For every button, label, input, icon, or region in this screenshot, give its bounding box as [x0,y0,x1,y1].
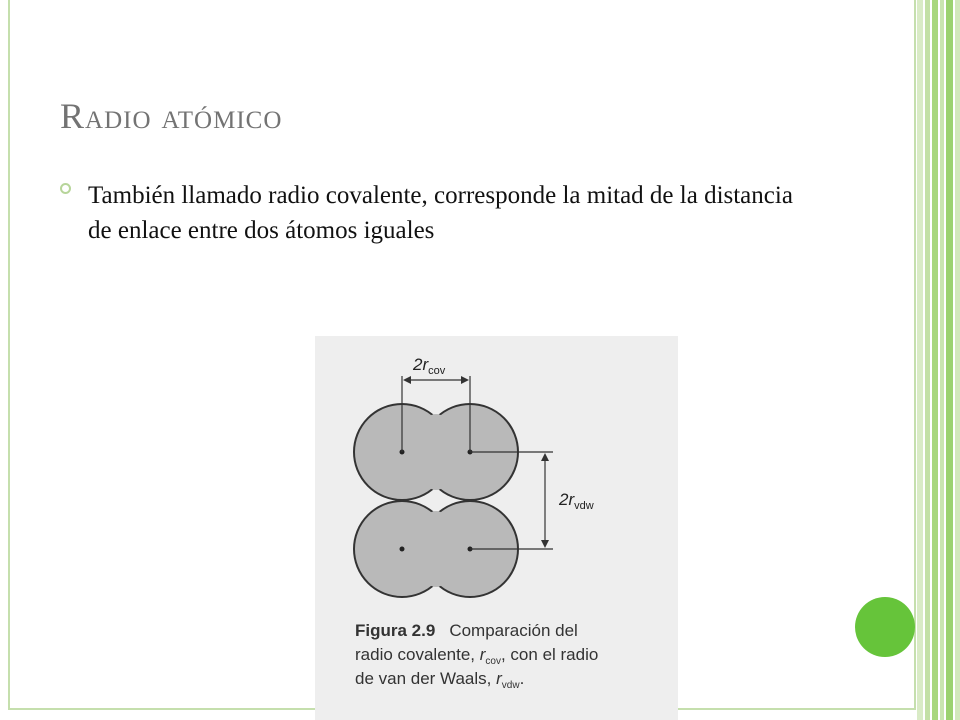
caption-line2-suffix: , con el radio [500,645,599,664]
caption-line1: Comparación del [449,621,578,640]
decorative-stripes [917,0,960,720]
caption-line2-var: r [479,645,486,664]
svg-text:radio covalente, rcov, con el [355,645,598,667]
caption-line3-suffix: . [519,669,525,688]
svg-text:2rcov [412,355,446,377]
vdw-label-prefix: 2r [559,490,575,509]
caption-line3-prefix: de van der Waals, [355,669,497,688]
bullet-text: También llamado radio covalente, corresponde la mitad de la distancia de enlace entre dos átomos iguales [88,182,793,244]
caption-line3-sub: vdw [501,680,520,691]
figure-image [315,336,678,720]
atom-radius-diagram [315,336,678,720]
cov-label-sub: cov [428,365,446,377]
cov-label-prefix: 2r [413,355,429,374]
svg-text:Figura 2.9Comparación del [355,621,578,640]
caption-figure-label: Figura 2.9 [355,621,436,640]
svg-text:de van der Waals, rvdw. [355,669,524,691]
caption-line2-prefix: radio covalente, [355,645,480,664]
caption-line3-var: r [496,669,502,688]
svg-text:2rvdw [558,490,594,512]
slide-title: Radio atómico [60,96,283,136]
decorative-green-circle [855,597,915,657]
caption-line2-sub: cov [485,656,501,667]
vdw-label-sub: vdw [574,500,594,512]
bullet-icon [60,183,71,194]
